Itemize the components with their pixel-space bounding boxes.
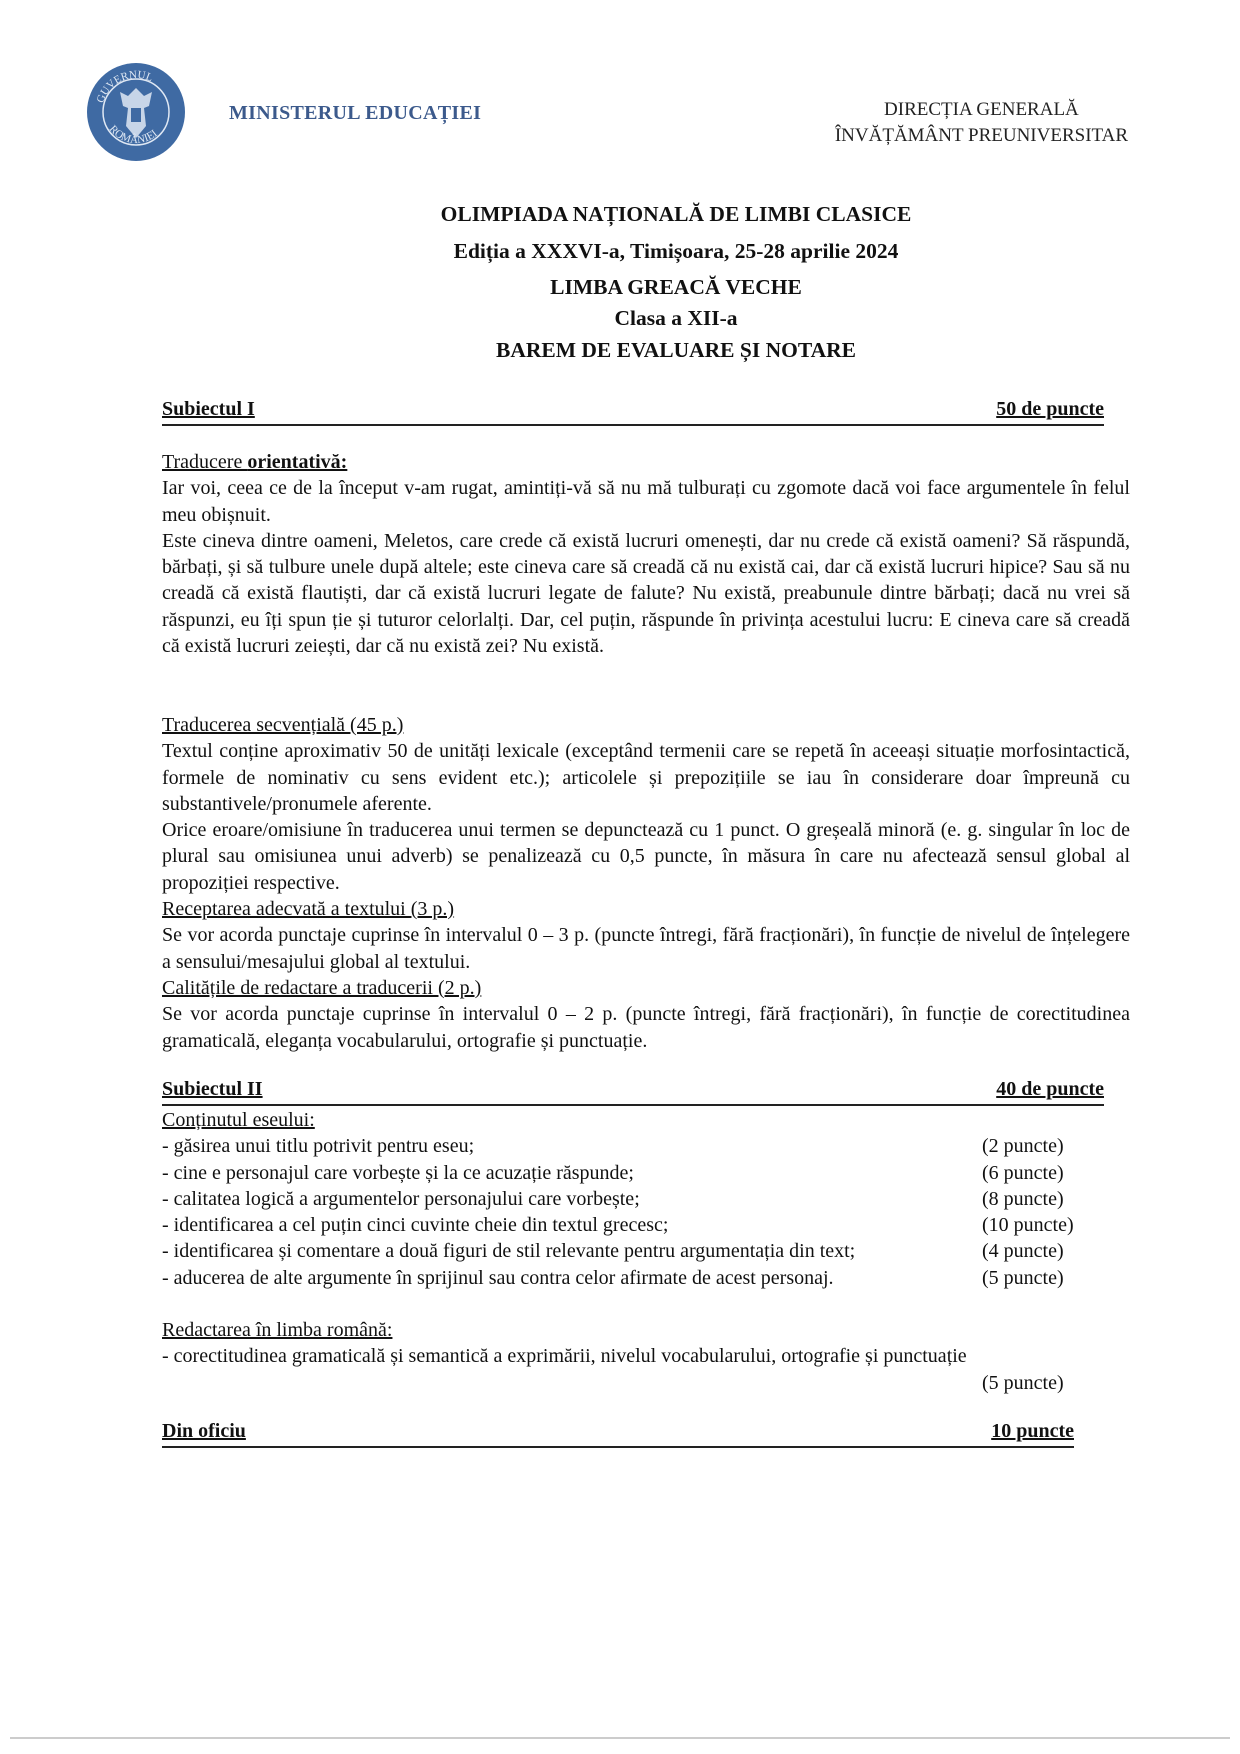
- direction-line1: DIRECȚIA GENERALĂ: [884, 99, 1079, 120]
- direction-name: [835, 97, 1128, 149]
- page-edge-line: [10, 1737, 1230, 1739]
- oficiu-label: Din oficiu: [162, 1420, 246, 1442]
- subject2-points: 40 de puncte: [996, 1078, 1104, 1100]
- orientative-translation: [162, 449, 1130, 659]
- item-text: - identificarea a cel puțin cinci cuvinte cheie din textul grecesc;: [162, 1214, 669, 1237]
- romanian-writing: [162, 1317, 1130, 1396]
- orientative-p1: Iar voi, ceea ce de la început v-am rugat, amintiți-vă să nu mă tulburați cu zgomote dacă voi face argumentele în felul meu obișnuit.: [162, 477, 1130, 526]
- item-text: - calitatea logică a argumentelor personajului care vorbește;: [162, 1187, 640, 1210]
- reception-heading: Receptarea adecvată a textului (3 p.): [162, 898, 455, 921]
- item-points: (8 puncte): [982, 1187, 1064, 1210]
- item-text: - găsirea unui titlu potrivit pentru eseu;: [162, 1135, 475, 1158]
- writing-item: - corectitudinea gramaticală și semantică a exprimării, nivelul vocabularului, ortografie și punctuație: [162, 1345, 967, 1368]
- list-item: [162, 1238, 1130, 1264]
- item-text: - aducerea de alte argumente în sprijinul sau contra celor afirmate de acest personaj.: [162, 1266, 834, 1289]
- orientative-p2: Este cineva dintre oameni, Meletos, care crede că există lucruri omenești, dar nu crede că există oameni? Să răspundă, bărbați, și să tulbure unele după altele; este cineva care să creadă că nu există cai, dar că există lucruri hipice? Sau să nu creadă că există flautiști, dar că există lucruri legate de falute? Nu există, preabunule dintre bărbați; dacă nu vrei să răspunzi, eu îți spun ție și tuturor celorlalți. Dar, cel puțin, răspunde în privința acestului lucru: E cineva care să creadă că există lucruri zeiești, dar că nu există zei? Nu există.: [162, 529, 1130, 658]
- item-points: (2 puncte): [982, 1135, 1064, 1158]
- sequential-translation: [162, 712, 1130, 1054]
- subject1-header: [162, 398, 1104, 426]
- subject1-points: 50 de puncte: [996, 398, 1104, 420]
- orientative-heading-a: Traducere: [162, 451, 248, 473]
- subject-language: LIMBA GREACĂ VECHE: [550, 275, 802, 299]
- item-points: (10 puncte): [982, 1214, 1074, 1237]
- class-level: Clasa a XII-a: [614, 306, 738, 330]
- item-text: - cine e personajul care vorbește și la ce acuzație răspunde;: [162, 1161, 634, 1184]
- oficiu-header: [162, 1420, 1074, 1448]
- list-item: [162, 1133, 1130, 1159]
- content-heading: Conținutul eseului:: [162, 1109, 315, 1131]
- sequential-p2: Orice eroare/omisiune în traducerea unui termen se depunctează cu 1 punct. O greșeală minoră (e. g. singular în loc de plural sau omisiunea unui adverb) se penalizează cu 0,5 puncte, în măsura în care nu afectează sensul global al propoziției respective.: [162, 819, 1130, 894]
- orientative-heading: [162, 449, 1130, 475]
- svg-text:ROMÂNIEI: ROMÂNIEI: [106, 123, 160, 147]
- quality-heading: Calitățile de redactare a traducerii (2 p.): [162, 976, 482, 999]
- sequential-heading: Traducerea secvențială (45 p.): [162, 714, 404, 736]
- sequential-p1: Textul conține aproximativ 50 de unități lexicale (exceptând termenii care se repetă în aceeași situație morfosintactică, formele de nominativ cu sens evident etc.); articolele și prepozițiile se iau în considerare doar împreună cu substantivele/pronumele aferente.: [162, 740, 1130, 815]
- reception-text: Se vor acorda punctaje cuprinse în intervalul 0 – 3 p. (puncte întregi, fără fracționări), în funcție de nivelul de înțelegere a sensului/mesajului global al textului.: [162, 924, 1130, 973]
- subject1-label: Subiectul I: [162, 398, 255, 420]
- writing-points: (5 puncte): [982, 1371, 1064, 1394]
- oficiu-points: 10 puncte: [991, 1420, 1074, 1442]
- subject2-label: Subiectul II: [162, 1078, 263, 1100]
- document-title: BAREM DE EVALUARE ȘI NOTARE: [496, 338, 856, 362]
- ministry-name: MINISTERUL EDUCAȚIEI: [229, 102, 482, 124]
- item-points: (5 puncte): [982, 1266, 1064, 1289]
- item-points: (6 puncte): [982, 1161, 1064, 1184]
- olympiad-title: OLIMPIADA NAȚIONALĂ DE LIMBI CLASICE: [440, 202, 912, 226]
- orientative-heading-b: orientativă:: [247, 451, 348, 473]
- essay-content: [162, 1107, 1130, 1291]
- government-logo: [86, 62, 186, 162]
- item-text: - identificarea și comentare a două figuri de stil relevante pentru argumentația din text;: [162, 1240, 856, 1263]
- subject2-header: [162, 1078, 1104, 1106]
- direction-line2: ÎNVĂȚĂMÂNT PREUNIVERSITAR: [834, 125, 1128, 146]
- edition-title: Ediția a XXXVI-a, Timișoara, 25-28 aprilie 2024: [453, 239, 899, 263]
- item-points: (4 puncte): [982, 1240, 1064, 1263]
- svg-text:GUVERNUL: GUVERNUL: [94, 68, 155, 105]
- list-item: [162, 1212, 1130, 1238]
- quality-text: Se vor acorda punctaje cuprinse în intervalul 0 – 2 p. (puncte întregi, fără fracționări), în funcție de corectitudinea gramaticală, eleganța vocabularului, ortografie și punctuație.: [162, 1003, 1130, 1052]
- list-item: [162, 1160, 1130, 1186]
- writing-heading: Redactarea în limba română:: [162, 1319, 393, 1341]
- list-item: [162, 1265, 1130, 1291]
- list-item: [162, 1186, 1130, 1212]
